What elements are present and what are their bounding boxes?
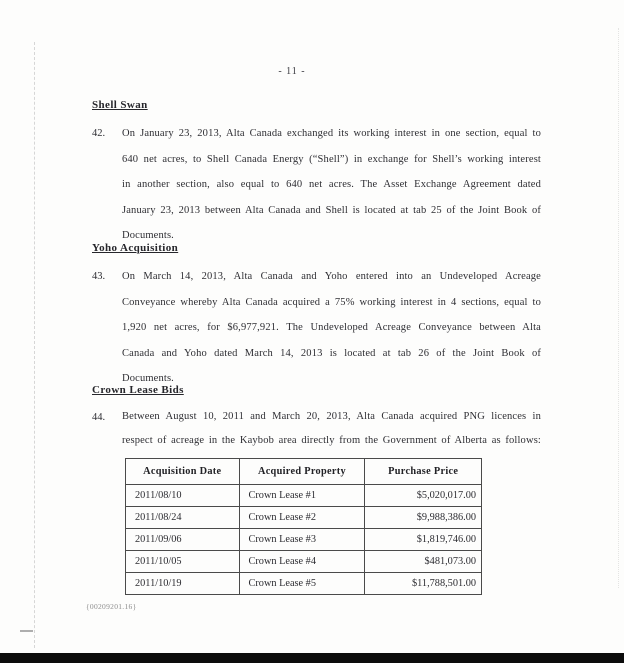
- scan-bottom-border: [0, 653, 624, 663]
- table-cell-date: 2011/10/05: [126, 551, 240, 573]
- paragraph-43-number: 43.: [92, 271, 106, 282]
- column-header-acquisition-date: Acquisition Date: [126, 459, 240, 485]
- table-cell-price: $481,073.00: [365, 551, 482, 573]
- table-cell-date: 2011/08/24: [126, 507, 240, 529]
- column-header-acquired-property: Acquired Property: [239, 459, 365, 485]
- left-tick-mark: [20, 630, 33, 632]
- column-header-purchase-price: Purchase Price: [365, 459, 482, 485]
- paragraph-44-body: [122, 405, 541, 453]
- paragraph-line: On January 23, 2013, Alta Canada exchanged its working interest in one section, equal to: [122, 128, 541, 139]
- table-row: [126, 485, 482, 507]
- table-row: [126, 551, 482, 573]
- table-cell-price: $5,020,017.00: [365, 485, 482, 507]
- table-row: [126, 507, 482, 529]
- table-cell-property: Crown Lease #5: [239, 573, 365, 595]
- paragraph-line: Documents.: [122, 230, 174, 241]
- paragraph-line: On March 14, 2013, Alta Canada and Yoho entered into an Undeveloped Acreage: [122, 271, 541, 282]
- table-cell-property: Crown Lease #3: [239, 529, 365, 551]
- table-cell-price: $9,988,386.00: [365, 507, 482, 529]
- paragraph-line: Conveyance whereby Alta Canada acquired a 75% working interest in 4 sections, equal to: [122, 296, 541, 308]
- section-heading-shell-swan: Shell Swan: [92, 99, 148, 111]
- table-row: [126, 573, 482, 595]
- paragraph-line: respect of acreage in the Kaybob area directly from the Government of Alberta as follows:: [122, 435, 541, 446]
- table-cell-price: $1,819,746.00: [365, 529, 482, 551]
- acquisitions-table: [125, 458, 482, 595]
- right-margin-line: [618, 28, 619, 588]
- left-margin-line: [34, 42, 35, 648]
- table-header-row: [126, 459, 482, 485]
- table-cell-property: Crown Lease #4: [239, 551, 365, 573]
- paragraph-42-number: 42.: [92, 128, 106, 139]
- paragraph-line: Canada and Yoho dated March 14, 2013 is located at tab 26 of the Joint Book of: [122, 347, 541, 359]
- paragraph-42: [92, 121, 541, 249]
- document-reference-number: {00209201.16}: [86, 602, 137, 611]
- table-cell-date: 2011/10/19: [126, 573, 240, 595]
- table-cell-price: $11,788,501.00: [365, 573, 482, 595]
- table-cell-date: 2011/09/06: [126, 529, 240, 551]
- table-cell-property: Crown Lease #2: [239, 507, 365, 529]
- paragraph-line: in another section, also equal to 640 net acres. The Asset Exchange Agreement dated: [122, 179, 541, 190]
- paragraph-44-number: 44.: [92, 412, 106, 423]
- paragraph-line: January 23, 2013 between Alta Canada and Shell is located at tab 25 of the Joint Book of: [122, 204, 541, 216]
- paragraph-43: [92, 264, 541, 392]
- paragraph-line: 640 net acres, to Shell Canada Energy (“Shell”) in exchange for Shell’s working interest: [122, 153, 541, 165]
- paragraph-line: 1,920 net acres, for $6,977,921. The Undeveloped Acreage Conveyance between Alta: [122, 322, 541, 333]
- section-heading-yoho-acquisition: Yoho Acquisition: [92, 242, 179, 254]
- table-row: [126, 529, 482, 551]
- paragraph-43-body: [122, 264, 541, 392]
- table-cell-date: 2011/08/10: [126, 485, 240, 507]
- table-cell-property: Crown Lease #1: [239, 485, 365, 507]
- page-number: - 11 -: [278, 66, 306, 77]
- paragraph-42-body: [122, 121, 541, 249]
- paragraph-line: Documents.: [122, 373, 174, 384]
- section-heading-crown-lease-bids: Crown Lease Bids: [92, 384, 184, 396]
- paragraph-44: [92, 405, 541, 453]
- paragraph-line: Between August 10, 2011 and March 20, 2013, Alta Canada acquired PNG licences in: [122, 411, 541, 422]
